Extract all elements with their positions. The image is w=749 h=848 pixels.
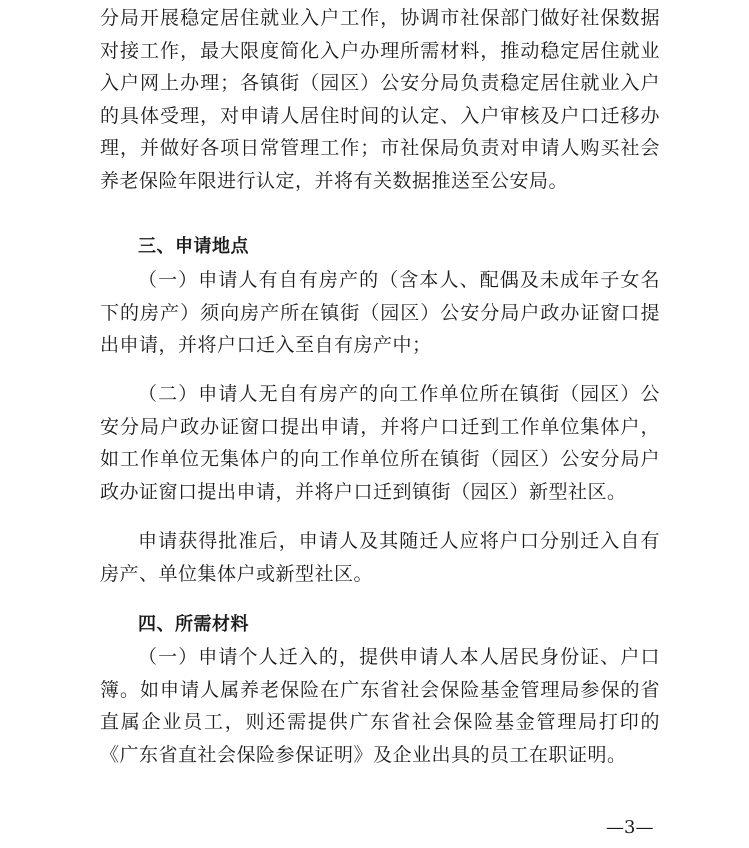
- section-3-item-1: （一）申请人有自有房产的（含本人、配偶及未成年子女名下的房产）须向房产所在镇街（园区）公安分局户政办证窗口提出申请，并将户口迁入至自有房产中；: [100, 269, 660, 356]
- section-3-item-2: （二）申请人无自有房产的向工作单位所在镇街（园区）公安分局户政办证窗口提出申请，并将户口迁到工作单位集体户，如工作单位无集体户的向工作单位所在镇街（园区）公安分局户政办证窗口提出申请，并将户口迁到镇街（园区）新型社区。: [100, 383, 660, 503]
- section-4-item-1: （一）申请个人迁入的，提供申请人本人居民身份证、户口簿。如申请人属养老保险在广东省社会保险基金管理局参保的省直属企业员工，则还需提供广东省社会保险基金管理局打印的《广东省直社会保险参保证明》及企业出具的员工在职证明。: [100, 646, 660, 766]
- section-3-heading: 三、申请地点: [138, 236, 249, 257]
- section-3-note: 申请获得批准后，申请人及其随迁人应将户口分别迁入自有房产、单位集体户或新型社区。: [100, 530, 660, 585]
- continuation-paragraph: 分局开展稳定居住就业入户工作，协调市社保部门做好社保数据对接工作，最大限度简化入户办理所需材料，推动稳定居住就业入户网上办理；各镇街（园区）公安分局负责稳定居住就业入户的具体受理，对申请人居住时间的认定、入户审核及户口迁移办理，并做好各项日常管理工作；市社保局负责对申请人购买社会养老保险年限进行认定，并将有关数据推送至公安局。: [100, 7, 660, 192]
- page-number: —3—: [606, 817, 654, 838]
- section-4-heading: 四、所需材料: [138, 614, 249, 635]
